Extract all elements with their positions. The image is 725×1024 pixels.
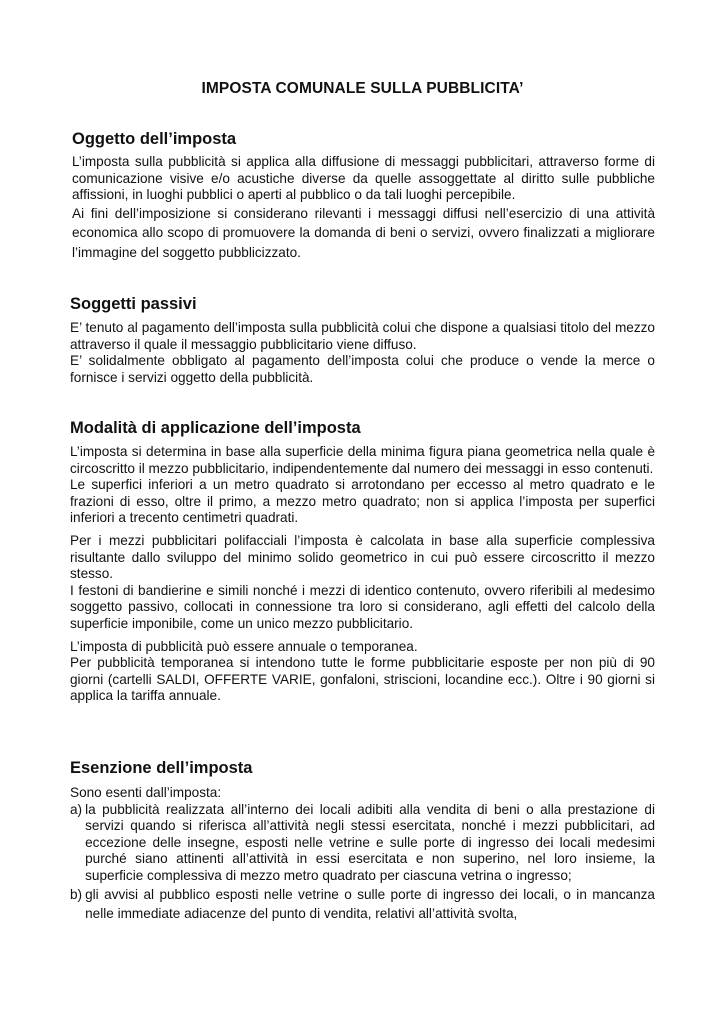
list-item-text: la pubblicità realizzata all’interno dei locali adibiti alla vendita di beni o alla prestazione di servizi quando si riferisca all’attività negli stessi esercitata, nonché i mezzi pubblicitari, ad eccezione delle insegne, esposti nelle vetrine e sulle porte di ingresso dei locali medesimi purché siano attinenti all’attività in essi esercitata e non superino, nel loro insieme, la superficie complessiva di mezzo metro quadrato per ciascuna vetrina o ingresso; bbox=[85, 801, 655, 883]
list-item bbox=[70, 802, 655, 885]
paragraph-oggetto-2: Ai fini dell’imposizione si considerano rilevanti i messaggi diffusi nell’esercizio di una attività economica allo scopo di promuovere la domanda di beni o servizi, ovvero finalizzati a migliorare l’immagine del soggetto pubblicizzato. bbox=[72, 205, 655, 260]
section-modalita bbox=[70, 418, 655, 705]
list-item-marker: a) bbox=[70, 801, 83, 817]
section-heading-esenzione: Esenzione dell’imposta bbox=[70, 759, 253, 777]
document-title: IMPOSTA COMUNALE SULLA PUBBLICITA’ bbox=[201, 80, 524, 97]
section-heading-oggetto: Oggetto dell’imposta bbox=[72, 130, 237, 148]
list-item-text: gli avvisi al pubblico esposti nelle vetrine o sulle porte di ingresso dei locali, o in mancanza nelle immediate adiacenze del punto di vendita, relativi all’attività svolta, bbox=[85, 886, 655, 922]
section-esenzione bbox=[70, 758, 655, 924]
paragraph-soggetti-2: E’ solidalmente obbligato al pagamento dell’imposta colui che produce o vende la merce o fornisce i servizi oggetto della pubblicità. bbox=[70, 353, 655, 385]
paragraph-modalita-5: L’imposta di pubblicità può essere annuale o temporanea. bbox=[70, 638, 418, 654]
list-item bbox=[70, 885, 655, 924]
paragraph-oggetto-1: L’imposta sulla pubblicità si applica alla diffusione di messaggi pubblicitari, attraverso forme di comunicazione visive e/o acustiche diverse da quelle assoggettate al diritto sulle pubbliche affissioni, in luoghi pubblici o aperti al pubblico o da tali luoghi percepibile. bbox=[72, 154, 655, 203]
paragraph-modalita-2: Le superfici inferiori a un metro quadrato si arrotondano per eccesso al metro quadrato e le frazioni di esso, oltre il primo, a mezzo metro quadrato; non si applica l’imposta per superfici inferiori a trecento centimetri quadrati. bbox=[70, 477, 655, 526]
paragraph-modalita-3: Per i mezzi pubblicitari polifacciali l’imposta è calcolata in base alla superficie complessiva risultante dallo sviluppo del minimo solido geometrico in cui può essere circoscritto il mezzo stesso. bbox=[70, 532, 655, 582]
paragraph-modalita-1: L’imposta si determina in base alla superficie della minima figura piana geometrica nella quale è circoscritto il mezzo pubblicitario, indipendentemente dal numero dei messaggi in esso contenuti. bbox=[70, 444, 655, 476]
list-item-marker: b) bbox=[70, 886, 83, 902]
paragraph-soggetti-1: E’ tenuto al pagamento dell’imposta sulla pubblicità colui che dispone a qualsiasi titolo del mezzo attraverso il quale il messaggio pubblicitario viene diffuso. bbox=[70, 320, 655, 352]
paragraph-modalita-4: I festoni di bandierine e simili nonché i mezzi di identico contenuto, ovvero riferibili al medesimo soggetto passivo, collocati in connessione tra loro si considerano, agli effetti del calcolo della superficie imponibile, come un unico mezzo pubblicitario. bbox=[70, 582, 655, 631]
section-heading-modalita: Modalità di applicazione dell’imposta bbox=[70, 419, 361, 437]
section-oggetto bbox=[72, 129, 655, 262]
section-heading-soggetti: Soggetti passivi bbox=[70, 295, 197, 313]
paragraph-esenzione-intro: Sono esenti dall’imposta: bbox=[70, 785, 222, 800]
section-soggetti bbox=[70, 294, 655, 386]
paragraph-modalita-6: Per pubblicità temporanea si intendono tutte le forme pubblicitarie esposte per non più di 90 giorni (cartelli SALDI, OFFERTE VARIE, gonfaloni, striscioni, locandine ecc.). Oltre i 90 giorni si applica la tariffa annuale. bbox=[70, 655, 655, 704]
